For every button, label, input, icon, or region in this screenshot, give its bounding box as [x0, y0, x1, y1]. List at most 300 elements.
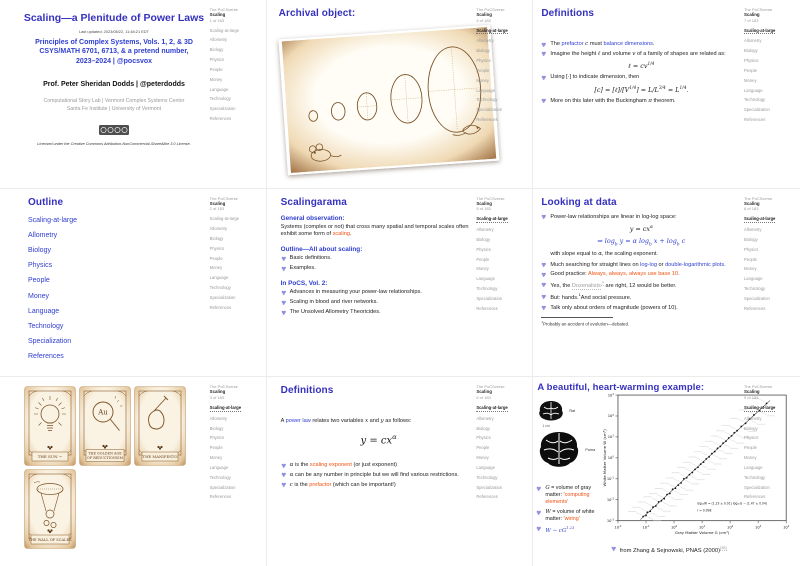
- sidebar-nav-technology[interactable]: Technology: [209, 474, 231, 480]
- sidebar-nav-physics[interactable]: Physics: [209, 245, 225, 251]
- text-run: must: [588, 41, 604, 47]
- cc-license-badge[interactable]: [8, 122, 220, 140]
- sidebar-nav-technology[interactable]: Technology: [476, 286, 498, 292]
- sidebar-deck-name: Scaling: [476, 389, 492, 395]
- sidebar-deck-name: Scaling: [743, 200, 760, 206]
- sidebar-nav-technology[interactable]: Technology: [209, 96, 231, 102]
- fleuron-bullet-icon: [281, 255, 290, 262]
- text-run: Examples.: [289, 265, 316, 272]
- sidebar-nav-scaling-at-large[interactable]: Scaling-at-large: [476, 404, 508, 410]
- sidebar-nav-allometry[interactable]: Allometry: [209, 226, 228, 231]
- sidebar-nav-money[interactable]: Money: [209, 455, 223, 461]
- text-run: , the scaling exponent.: [601, 251, 658, 258]
- bullet-text: [550, 74, 741, 81]
- sidebar-deck-name: Scaling: [209, 389, 226, 395]
- outline-item[interactable]: Scaling-at-large: [28, 216, 78, 224]
- slide-heading: Looking at data: [541, 196, 617, 208]
- text-run: y = cx: [629, 225, 650, 234]
- slide-sidebar: [210, 196, 260, 315]
- svg-text:r = 0.998: r = 0.998: [697, 508, 712, 513]
- fleuron-bullet-icon: [281, 299, 290, 306]
- sidebar-nav-technology[interactable]: Technology: [743, 474, 766, 480]
- svg-text:10-2: $10^{-2}$: [607, 497, 615, 503]
- citation: [620, 545, 727, 554]
- card-title: THE MANIFESTO: [142, 454, 178, 460]
- sidebar-brand[interactable]: The PoCSverse: [209, 195, 238, 201]
- sidebar-deck-name: Scaling: [743, 12, 760, 17]
- text-run: .: [350, 230, 352, 237]
- svg-text:100: $10^0$: [608, 455, 615, 461]
- slide-scalingarama[interactable]: [267, 189, 534, 378]
- sidebar-page-number: 7 of 183: [743, 17, 759, 23]
- course-line[interactable]: CSYS/MATH 6701, 6713, & a pretend number,: [39, 48, 189, 56]
- fleuron-bullet-icon: [541, 281, 550, 290]
- slide-looking-at-data[interactable]: [533, 189, 800, 378]
- sidebar-nav-physics[interactable]: Physics: [476, 58, 491, 64]
- sidebar-nav-specialization[interactable]: Specialization: [476, 484, 503, 490]
- text-run: with slope equal to: [550, 251, 599, 258]
- sidebar-nav-allometry[interactable]: Allometry: [209, 415, 228, 421]
- slide-sidebar: [210, 384, 260, 504]
- sidebar-nav-specialization[interactable]: Specialization: [476, 107, 503, 113]
- svg-text:10-3: $10^{-3}$: [607, 518, 615, 524]
- course-line[interactable]: Principles of Complex Systems, Vols. 1, 2, & 3D: [35, 39, 193, 46]
- sidebar-nav-money[interactable]: Money: [476, 266, 489, 272]
- card-title: OF REDUCTIONISM: [87, 456, 123, 461]
- svg-text:Gray Matter Volume G (cm³): Gray Matter Volume G (cm³): [675, 530, 730, 536]
- text-run: y: [380, 418, 384, 425]
- text-run: 'wiring': [563, 515, 580, 522]
- sidebar-brand[interactable]: The PoCSverse: [209, 7, 238, 12]
- tarot-card-the-sun: [24, 386, 76, 466]
- text-run: G: [545, 485, 550, 492]
- fleuron-bullet-icon: [541, 271, 550, 278]
- text-run: scaling exponent: [309, 461, 352, 468]
- sidebar-nav-references[interactable]: References: [209, 494, 232, 500]
- outline-item[interactable]: Money: [28, 292, 50, 300]
- outline-item[interactable]: Physics: [28, 262, 53, 270]
- height-volume-formula: [541, 62, 741, 70]
- bullet-text: [290, 472, 477, 479]
- sidebar-nav-references[interactable]: References: [743, 305, 766, 311]
- sidebar-nav-language[interactable]: Language: [743, 276, 763, 282]
- text-link[interactable]: b: [676, 242, 680, 248]
- sidebar-nav-technology[interactable]: Technology: [743, 97, 766, 103]
- sidebar-nav-specialization[interactable]: Specialization: [209, 106, 236, 112]
- sidebar-nav-references[interactable]: References: [476, 305, 498, 311]
- sidebar-nav-biology[interactable]: Biology: [743, 425, 758, 431]
- sidebar-page-number: 4 of 183: [476, 17, 491, 23]
- text-run: Good practice:: [550, 271, 588, 278]
- sidebar-nav-references[interactable]: References: [209, 304, 232, 310]
- sidebar-nav-allometry[interactable]: Allometry: [743, 38, 762, 44]
- slide-definitions-powerlaw[interactable]: [267, 377, 534, 566]
- sidebar-nav-people[interactable]: People: [209, 66, 223, 72]
- fleuron-bullet-icon: [536, 485, 545, 506]
- svg-text:White Matter Volume W (cm³): White Matter Volume W (cm³): [602, 429, 608, 487]
- sidebar-nav-money[interactable]: Money: [476, 77, 489, 83]
- sidebar-nav-people[interactable]: People: [743, 445, 758, 451]
- sidebar-page-number: 3 of 183: [209, 394, 225, 400]
- sidebar-brand[interactable]: The PoCSverse: [476, 195, 505, 201]
- sidebar-nav-specialization[interactable]: Specialization: [743, 107, 770, 113]
- sidebar-nav-specialization[interactable]: Specialization: [209, 484, 236, 490]
- last-updated: Last updated: 2023/08/22, 11:48:21 EDT: [78, 29, 149, 34]
- text-run: α: [649, 224, 653, 230]
- svg-text:102: $10^2$: [727, 525, 734, 530]
- sidebar-nav-allometry[interactable]: Allometry: [476, 38, 494, 44]
- text-run: ℓ = cv: [628, 62, 648, 71]
- sidebar-nav-physics[interactable]: Physics: [476, 435, 491, 441]
- text-link[interactable]: ↗: [600, 281, 604, 286]
- fleuron-bullet-icon: [281, 472, 290, 479]
- sidebar-nav-references[interactable]: References: [743, 494, 766, 500]
- sidebar-nav-biology[interactable]: Biology: [743, 236, 758, 242]
- puma-brain-icon: [536, 430, 582, 470]
- sidebar-nav-biology[interactable]: Biology: [476, 236, 491, 242]
- text-run: scaling: [332, 230, 350, 237]
- fleuron-bullet-icon: [541, 305, 550, 312]
- sidebar-nav-references[interactable]: References: [476, 117, 498, 123]
- sidebar-nav: [476, 405, 526, 504]
- sidebar-nav-physics[interactable]: Physics: [743, 435, 759, 441]
- text-link[interactable]: double-logarithmic plots: [665, 261, 725, 268]
- sidebar-nav-biology[interactable]: Biology: [476, 48, 491, 54]
- bullet-text: [290, 482, 477, 489]
- sidebar-nav-scaling-at-large[interactable]: Scaling-at-large: [476, 27, 508, 33]
- sidebar-nav-people[interactable]: People: [743, 67, 758, 73]
- tarot-card-wall-of-scales: [24, 469, 76, 549]
- sidebar-brand[interactable]: The PoCSverse: [743, 195, 773, 201]
- text-run: Yes, the: [550, 283, 572, 290]
- sidebar-nav-references[interactable]: References: [209, 116, 232, 122]
- text-run: 'computing elements': [545, 492, 590, 506]
- outline-item[interactable]: Biology: [28, 247, 51, 255]
- text-run: 1: [578, 293, 581, 298]
- text-run: is the: [293, 461, 310, 468]
- sidebar-deck-name: Scaling: [209, 12, 226, 17]
- text-link[interactable]: prefactor: [561, 41, 584, 47]
- sidebar-nav-language[interactable]: Language: [209, 464, 229, 470]
- text-run: The Unsolved Allometry Theoricides.: [289, 309, 381, 316]
- sidebar-nav-people[interactable]: People: [209, 445, 223, 451]
- sidebar-brand[interactable]: The PoCSverse: [209, 384, 238, 390]
- slide-heading: A beautiful, heart-warming example:: [537, 382, 705, 394]
- sidebar-brand[interactable]: The PoCSverse: [743, 384, 773, 390]
- sidebar-nav-people[interactable]: People: [209, 255, 223, 261]
- text-link[interactable]: [38]: [720, 545, 727, 551]
- svg-text:102: $10^2$: [608, 414, 615, 419]
- sidebar-nav: [210, 28, 260, 126]
- cc-by-nc-sa-icon: [99, 125, 129, 135]
- svg-text:100: $10^0$: [671, 525, 678, 530]
- outline-item[interactable]: Language: [28, 307, 60, 315]
- outline-item[interactable]: People: [28, 277, 50, 285]
- text-run: 3/4: [658, 85, 666, 91]
- footnote-text: [541, 320, 741, 326]
- sidebar-deck-name: Scaling: [476, 200, 492, 206]
- sidebar-nav-biology[interactable]: Biology: [209, 425, 224, 431]
- bullet-text: [290, 299, 477, 306]
- author-line: Prof. Peter Sheridan Dodds | @peterdodds: [43, 81, 185, 89]
- bullet-text: [290, 309, 477, 316]
- sidebar-nav-references[interactable]: References: [743, 117, 766, 123]
- text-run: 1/4: [679, 85, 687, 91]
- sidebar-nav-specialization[interactable]: Specialization: [209, 294, 236, 300]
- text-run: Much searching for straight lines on: [550, 261, 641, 268]
- bullet-text: [550, 293, 741, 302]
- sidebar-nav: [476, 28, 526, 127]
- sidebar-brand[interactable]: The PoCSverse: [476, 7, 505, 12]
- power-law-formula: [281, 433, 477, 446]
- sidebar-nav-money[interactable]: Money: [743, 77, 757, 83]
- sidebar-nav-people[interactable]: People: [476, 256, 490, 262]
- au-symbol: Au: [98, 408, 108, 417]
- footnote-rule: [541, 317, 613, 318]
- scale-bar-label: 1 cm: [542, 424, 550, 429]
- fleuron-bullet-icon: [541, 74, 550, 81]
- text-run: 1: [541, 319, 543, 324]
- sidebar-nav-money[interactable]: Money: [476, 455, 489, 461]
- slide-sidebar: [744, 7, 794, 127]
- text-link[interactable]: W ∼ cG: [545, 527, 567, 534]
- sidebar-nav-language[interactable]: Language: [476, 87, 495, 93]
- sidebar-nav-money[interactable]: Money: [743, 266, 757, 272]
- text-link[interactable]: Dozenalists: [571, 283, 601, 290]
- text-run: is the: [292, 481, 310, 488]
- text-run: 1/4: [647, 62, 655, 68]
- slide-sidebar: [744, 384, 794, 504]
- text-run: = volume of white matter:: [545, 508, 595, 522]
- bullet-text: [550, 51, 741, 58]
- sidebar-nav-scaling-at-large[interactable]: Scaling-at-large: [209, 27, 239, 33]
- sidebar-nav-money[interactable]: Money: [209, 76, 223, 82]
- text-run: The: [550, 41, 562, 47]
- slide-sidebar: [476, 384, 526, 504]
- text-run: More on this later with the Buckingham: [550, 97, 649, 104]
- slide-tarot-cards[interactable]: [0, 377, 267, 566]
- text-run: .: [724, 261, 726, 268]
- sidebar-nav-allometry[interactable]: Allometry: [476, 415, 494, 421]
- fleuron-bullet-icon: [281, 482, 290, 489]
- sidebar-nav-money[interactable]: Money: [209, 265, 223, 271]
- text-link[interactable]: power law: [285, 418, 311, 425]
- bullet-text: [550, 281, 741, 290]
- affil-line: Santa Fe Institute | University of Vermont: [66, 105, 162, 112]
- sidebar-page-number: 9 of 183: [743, 394, 759, 400]
- sidebar-nav-language[interactable]: Language: [476, 276, 495, 282]
- outline-item[interactable]: Specialization: [28, 338, 72, 346]
- sidebar-nav-language[interactable]: Language: [743, 464, 763, 470]
- course-line[interactable]: 2023–2024 | @pocsvox: [75, 57, 153, 65]
- sidebar-nav-people[interactable]: People: [743, 256, 758, 262]
- text-link[interactable]: log-log: [640, 261, 657, 268]
- sidebar-page-number: 6 of 183: [476, 394, 491, 400]
- powerlaw-formula: [541, 225, 741, 233]
- title-block: [8, 12, 220, 146]
- sidebar-nav: [210, 216, 260, 314]
- text-run: and: [368, 418, 381, 425]
- svg-text:104: $10^4$: [783, 525, 790, 530]
- text-run: (which can be important!): [331, 481, 396, 488]
- sidebar-nav-specialization[interactable]: Specialization: [743, 484, 770, 490]
- dimension-formula: [541, 86, 741, 94]
- bullet-text: [550, 214, 741, 221]
- text-link[interactable]: b: [648, 242, 652, 248]
- tarot-cards: [24, 386, 186, 549]
- text-run: of a family of shapes are related as:: [635, 50, 726, 57]
- sidebar-nav-technology[interactable]: Technology: [476, 474, 498, 480]
- text-run: Systems (complex or not) that cross many spatial and temporal scales often exhibit some form of: [280, 223, 469, 237]
- brain-label: Puma: [585, 448, 596, 453]
- sidebar-nav-allometry[interactable]: Allometry: [743, 227, 762, 232]
- sidebar-nav-technology[interactable]: Technology: [209, 285, 231, 291]
- card-title: THE SUN ~: [37, 454, 63, 460]
- sidebar-nav-physics[interactable]: Physics: [476, 246, 491, 252]
- sidebar-nav-scaling-at-large[interactable]: Scaling-at-large: [476, 216, 508, 222]
- sidebar-nav-scaling-at-large[interactable]: Scaling-at-large: [743, 404, 776, 410]
- text-run: Imagine the height: [550, 50, 598, 57]
- rat-brain-icon: [536, 399, 566, 423]
- sidebar-nav-biology[interactable]: Biology: [743, 48, 758, 54]
- text-run: from Zhang & Sejnowski, PNAS (2000): [619, 548, 721, 555]
- text-link[interactable]: x + log: [651, 237, 677, 246]
- text-run: α: [289, 461, 294, 468]
- fleuron-bullet-icon: [536, 509, 545, 523]
- slide-definitions-prefactor[interactable]: [533, 0, 800, 189]
- sidebar-nav-language[interactable]: Language: [209, 86, 229, 92]
- slide-archival-object[interactable]: [267, 0, 534, 189]
- bullet-text: [550, 98, 741, 105]
- bullet-text: [550, 271, 741, 278]
- sidebar-nav-physics[interactable]: Physics: [743, 246, 759, 252]
- sidebar-brand[interactable]: The PoCSverse: [743, 7, 773, 12]
- slide-brain-example[interactable]: [533, 377, 800, 566]
- text-run: Advances in measuring your power-law relationships.: [289, 289, 422, 296]
- text-run: (or just exponent): [351, 461, 397, 468]
- text-link[interactable]: y = α log: [617, 237, 649, 246]
- svg-text:log₁₀W = (1.23 ± 0.01) log₁₀G: log₁₀W = (1.23 ± 0.01) log₁₀G − (1.47 ± 0.04): [697, 501, 768, 506]
- sidebar-nav-allometry[interactable]: Allometry: [476, 227, 494, 232]
- sidebar-nav-scaling-at-large[interactable]: Scaling-at-large: [209, 216, 239, 222]
- text-run: Scaling in blood and river networks.: [289, 299, 378, 306]
- fleuron-bullet-icon: [541, 214, 550, 221]
- text-run: are right, 12 would be better.: [604, 283, 677, 290]
- text-run: c: [585, 41, 589, 47]
- text-run: = volume of gray matter:: [545, 485, 592, 499]
- sidebar-nav-physics[interactable]: Physics: [209, 57, 225, 63]
- slide-title-page[interactable]: [0, 0, 267, 189]
- svg-text:103: $10^3$: [608, 393, 615, 398]
- sidebar-nav-physics[interactable]: Physics: [743, 58, 759, 64]
- sidebar-nav-biology[interactable]: Biology: [209, 235, 224, 241]
- course-link[interactable]: [8, 38, 220, 66]
- license-text: Licensed under the Creative Commons Attribution-NonCommercial-ShareAlike 3.0 License.: [37, 141, 191, 146]
- sidebar-nav-language[interactable]: Language: [476, 464, 495, 470]
- sidebar-brand[interactable]: The PoCSverse: [476, 384, 505, 390]
- affil-line: Computational Story Lab | Vermont Complex Systems Center: [43, 98, 185, 105]
- svg-text:103: $10^3$: [755, 525, 762, 530]
- sidebar-nav: [744, 405, 794, 504]
- text-run: ℓ: [597, 50, 601, 57]
- fleuron-bullet-icon: [541, 51, 550, 58]
- sidebar-deck-name: Scaling: [743, 389, 760, 395]
- text-link[interactable]: c: [679, 237, 686, 246]
- sidebar-nav-money[interactable]: Money: [743, 455, 757, 461]
- intro-text: [281, 418, 477, 425]
- outline-item[interactable]: References: [28, 353, 64, 361]
- tarot-card-golden-age-of-reductionism: [79, 386, 131, 466]
- text-run: Talk only about orders of magnitude (powers of 10).: [550, 304, 678, 311]
- sidebar-nav-references[interactable]: References: [476, 494, 498, 500]
- text-run: prefactor: [309, 481, 332, 488]
- text-run: Probably an accident of evolution—debated.: [542, 320, 630, 326]
- outline-item[interactable]: Technology: [28, 322, 64, 330]
- sidebar-nav-people[interactable]: People: [476, 67, 490, 73]
- sidebar-nav-people[interactable]: People: [476, 445, 490, 451]
- text-run: relates two variables: [310, 418, 365, 425]
- subheading: In PoCS, Vol. 2:: [280, 280, 328, 288]
- text-run: Power-law relationships are linear in log-log space:: [550, 213, 677, 220]
- sidebar-nav-physics[interactable]: Physics: [209, 435, 225, 441]
- text-run: theorem.: [651, 97, 676, 104]
- sidebar-nav-scaling-at-large[interactable]: Scaling-at-large: [209, 404, 242, 410]
- text-link[interactable]: b: [614, 242, 618, 248]
- fleuron-bullet-icon: [541, 293, 550, 302]
- loglog-formula: [541, 237, 741, 247]
- brain-figures: [536, 399, 598, 470]
- sidebar-page-number: 2 of 183: [209, 206, 225, 212]
- sidebar-nav: [744, 216, 794, 315]
- sidebar-nav-allometry[interactable]: Allometry: [743, 415, 762, 421]
- fleuron-bullet-icon: [281, 265, 290, 272]
- text-link[interactable]: 1.23: [566, 525, 575, 530]
- text-run: A: [280, 418, 286, 425]
- sidebar-nav-allometry[interactable]: Allometry: [209, 37, 228, 43]
- text-run: But: hands.: [550, 294, 579, 301]
- sidebar-nav-technology[interactable]: Technology: [743, 286, 766, 292]
- bullet-text: [290, 265, 477, 272]
- slide-sidebar: [210, 7, 260, 126]
- fleuron-bullet-icon: [541, 41, 550, 48]
- outline-item[interactable]: Allometry: [28, 231, 58, 239]
- text-run: Basic definitions.: [289, 255, 332, 262]
- sidebar-nav-scaling-at-large[interactable]: Scaling-at-large: [743, 27, 776, 33]
- text-link[interactable]: balance dimensions: [603, 41, 653, 47]
- sidebar-nav: [476, 216, 526, 315]
- text-run: x: [364, 418, 369, 425]
- text-run: c: [289, 481, 293, 488]
- sidebar-nav-technology[interactable]: Technology: [476, 97, 498, 103]
- text-run: .: [652, 41, 655, 47]
- svg-text:101: $10^1$: [608, 435, 615, 440]
- sidebar-nav-specialization[interactable]: Specialization: [743, 295, 770, 301]
- sidebar-nav-biology[interactable]: Biology: [209, 47, 224, 53]
- text-run: v: [632, 50, 636, 57]
- text-run: Always, always, always use base 10.: [587, 271, 680, 278]
- text-link[interactable]: ⇒ log: [597, 237, 615, 246]
- text-run: Using [·] to indicate dimension, then: [550, 74, 640, 81]
- slide-heading: Scalingarama: [280, 196, 347, 208]
- bullet-text: [290, 289, 477, 296]
- sidebar-nav-specialization[interactable]: Specialization: [476, 295, 503, 301]
- slide-outline[interactable]: [0, 189, 267, 378]
- sidebar-nav-biology[interactable]: Biology: [476, 425, 491, 431]
- sidebar-nav-scaling-at-large[interactable]: Scaling-at-large: [743, 216, 776, 222]
- sidebar-nav-language[interactable]: Language: [743, 87, 763, 93]
- sidebar-nav-language[interactable]: Language: [209, 275, 229, 281]
- text-run: can be any number in principle but we will find various restrictions.: [293, 471, 459, 478]
